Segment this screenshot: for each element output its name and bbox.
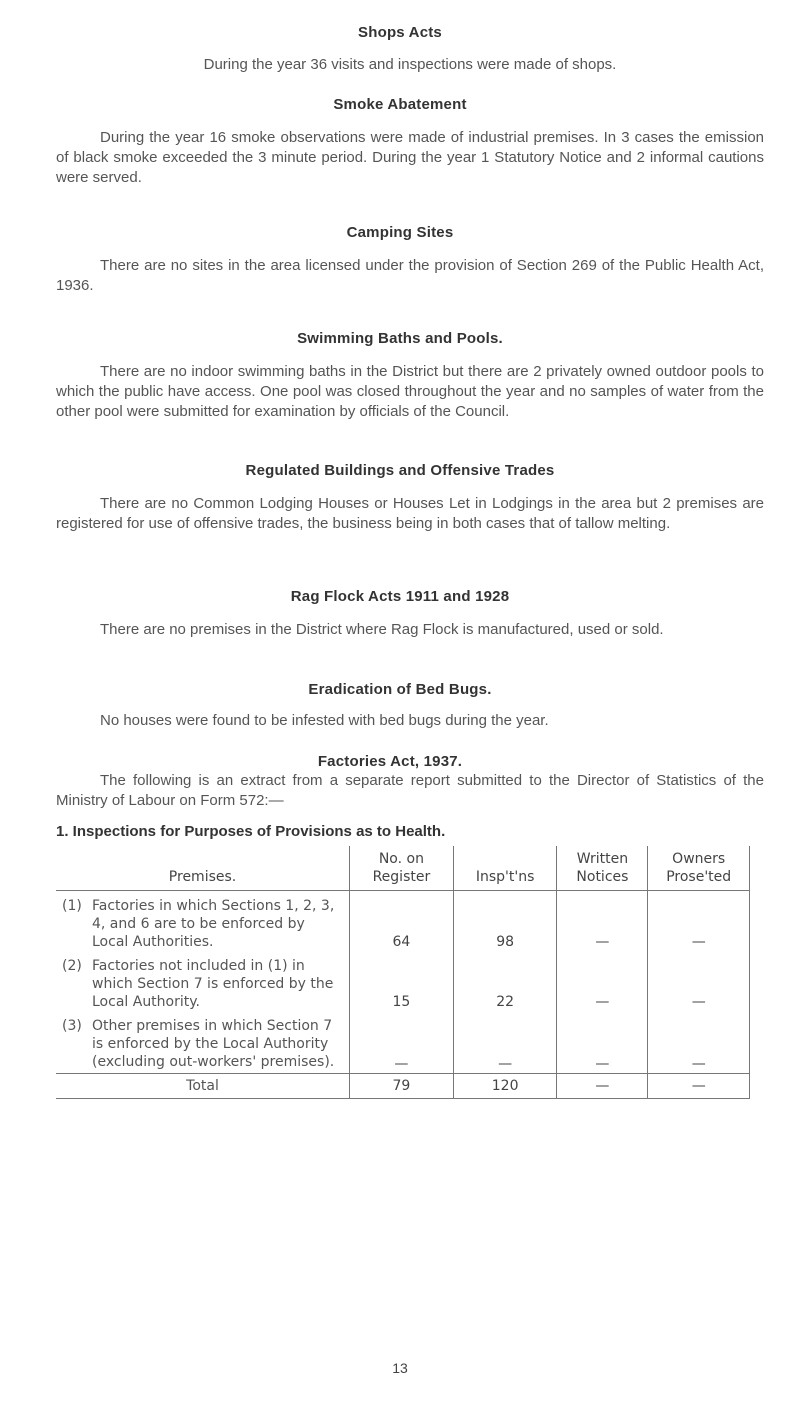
row-3-register: — (350, 1011, 454, 1074)
regulated-buildings-heading: Regulated Buildings and Offensive Trades (245, 462, 555, 479)
table-header-row (56, 846, 750, 891)
total-prosecuted: — (648, 1074, 750, 1099)
shops-acts-heading: Shops Acts (358, 24, 442, 41)
table-row (56, 951, 750, 1011)
regulated-buildings-text: There are no Common Lodging Houses or Houses Let in Lodgings in the area but 2 premises are registered for use of offensive trades, the business being in both cases that of tallow melting. (56, 495, 764, 532)
total-notices: — (557, 1074, 648, 1099)
row-3-number: (3) (62, 1018, 82, 1034)
header-register: No. on Register (350, 846, 454, 891)
row-3-inspections: — (453, 1011, 557, 1074)
row-2-description: Factories not included in (1) in which Section 7 is enforced by the Local Authority. (92, 958, 334, 1010)
row-2-prosecuted: — (648, 951, 750, 1011)
header-notices: Written Notices (557, 846, 648, 891)
header-prosecuted: Owners Prose'ted (648, 846, 750, 891)
row-3-notices: — (557, 1011, 648, 1074)
camping-sites-heading: Camping Sites (346, 224, 454, 241)
total-label: Total (56, 1074, 350, 1099)
camping-sites-text: There are no sites in the area licensed under the provision of Section 269 of the Public Health Act, 1936. (56, 257, 764, 294)
row-2-inspections: 22 (453, 951, 557, 1011)
row-2-notices: — (557, 951, 648, 1011)
factories-act-heading: Factories Act, 1937. (317, 753, 463, 770)
table-row (56, 891, 750, 952)
smoke-abatement-heading: Smoke Abatement (333, 96, 467, 113)
row-3-description: Other premises in which Section 7 is enforced by the Local Authority (excluding out-workers' premises). (92, 1018, 335, 1070)
table-row (56, 1011, 750, 1074)
rag-flock-text: There are no premises in the District where Rag Flock is manufactured, used or sold. (100, 621, 664, 638)
total-register: 79 (350, 1074, 454, 1099)
factories-subheading: 1. Inspections for Purposes of Provisions as to Health. (56, 823, 446, 840)
row-1-register: 64 (350, 891, 454, 952)
row-1-prosecuted: — (648, 891, 750, 952)
row-3-prosecuted: — (648, 1011, 750, 1074)
swimming-baths-heading: Swimming Baths and Pools. (297, 330, 503, 347)
bed-bugs-heading: Eradication of Bed Bugs. (308, 681, 492, 698)
factories-act-text: The following is an extract from a separate report submitted to the Director of Statistics of the Ministry of Labour on Form 572:— (56, 772, 764, 809)
inspections-table (56, 846, 750, 1099)
row-1-description: Factories in which Sections 1, 2, 3, 4, and 6 are to be enforced by Local Authorities. (92, 898, 335, 950)
row-1-notices: — (557, 891, 648, 952)
table-total-row (56, 1074, 750, 1099)
header-premises: Premises. (56, 846, 350, 891)
row-1-inspections: 98 (453, 891, 557, 952)
row-3-premises (56, 1011, 350, 1074)
bed-bugs-text: No houses were found to be infested with bed bugs during the year. (100, 712, 549, 729)
smoke-abatement-text: During the year 16 smoke observations were made of industrial premises. In 3 cases the emission of black smoke exceeded the 3 minute period. During the year 1 Statutory Notice and 2 informal cautions were served. (56, 129, 764, 186)
row-1-premises (56, 891, 350, 952)
header-inspections: Insp't'ns (453, 846, 557, 891)
total-inspections: 120 (453, 1074, 557, 1099)
row-1-number: (1) (62, 898, 82, 914)
swimming-baths-text: There are no indoor swimming baths in the District but there are 2 privately owned outdoor pools to which the public have access. One pool was closed throughout the year and no samples of water from the other pool were submitted for examination by officials of the Council. (56, 363, 764, 420)
shops-acts-text: During the year 36 visits and inspections were made of shops. (203, 56, 617, 73)
rag-flock-heading: Rag Flock Acts 1911 and 1928 (290, 588, 510, 605)
row-2-number: (2) (62, 958, 82, 974)
page-number: 13 (392, 1360, 408, 1376)
row-2-premises (56, 951, 350, 1011)
row-2-register: 15 (350, 951, 454, 1011)
